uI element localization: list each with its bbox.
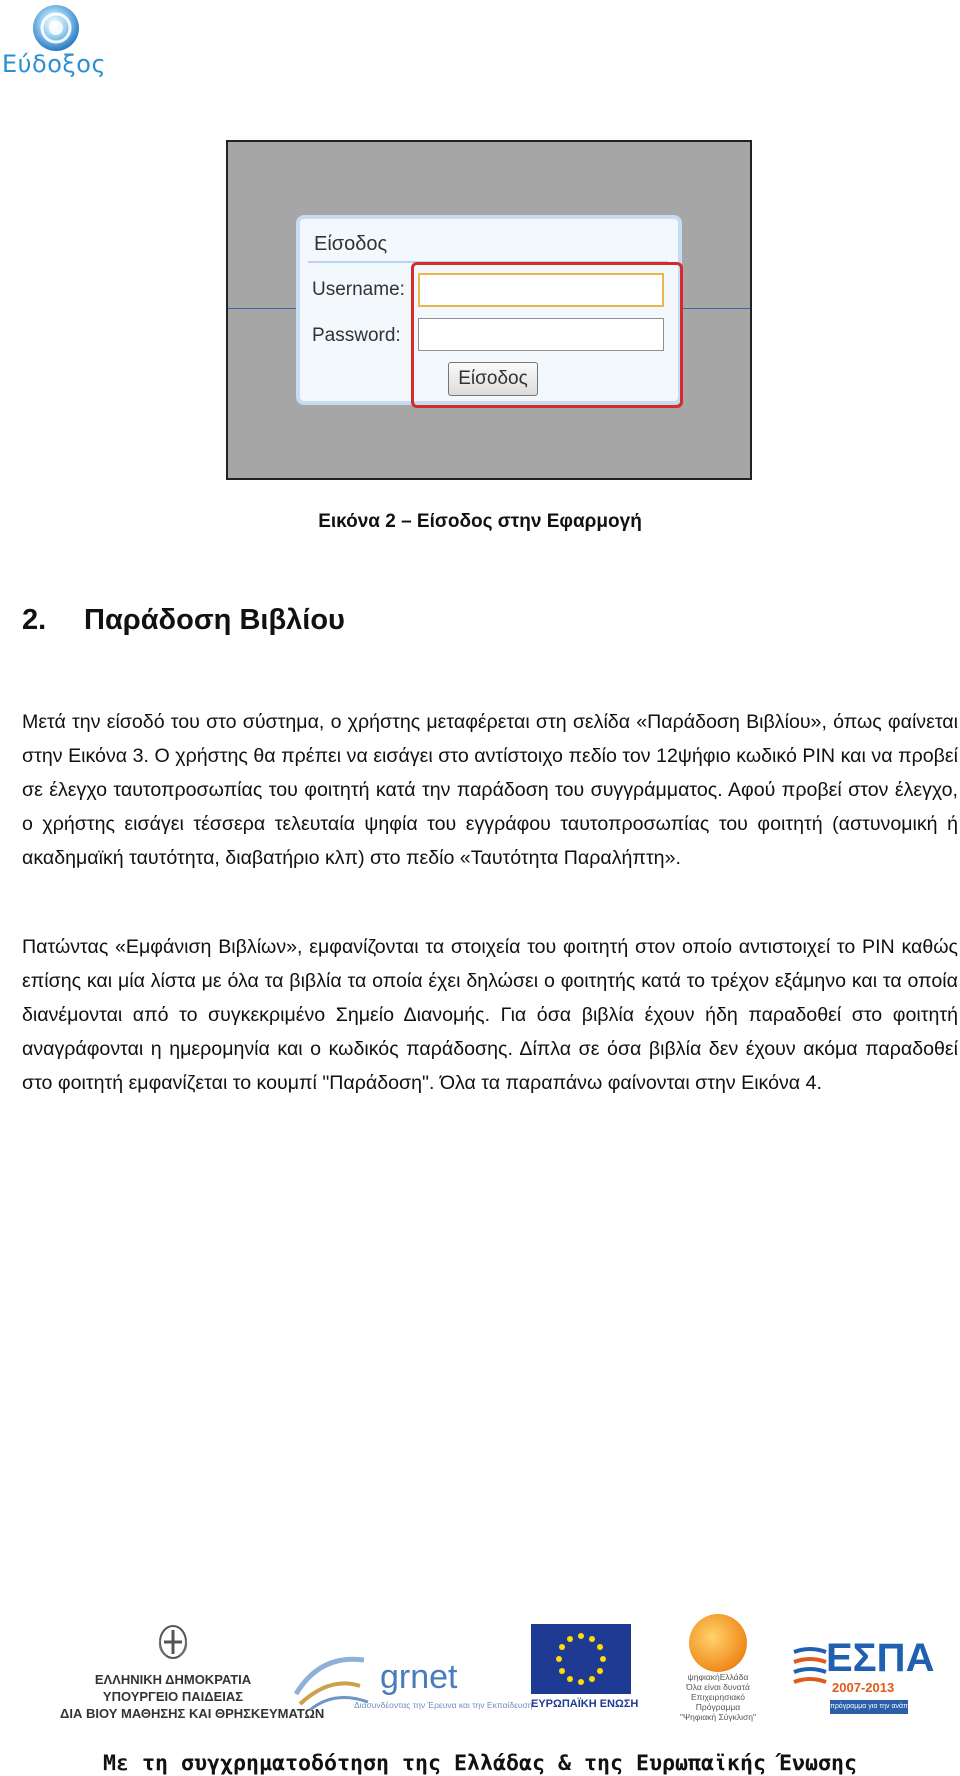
eu-label: ΕΥΡΩΠΑΪΚΗ ΕΝΩΣΗ <box>531 1698 639 1710</box>
cofunding-text: Με τη συγχρηματοδότηση της Ελλάδας & της Ευρωπαϊκής Ένωσης <box>102 1751 858 1776</box>
espa-years: 2007-2013 <box>832 1680 895 1695</box>
espa-title: ΕΣΠΑ <box>826 1636 935 1680</box>
ministry-line-2: ΥΠΟΥΡΓΕΙΟ ΠΑΙΔΕΙΑΣ <box>102 1689 244 1704</box>
section-title: Παράδοση Βιβλίου <box>84 604 345 636</box>
digital-greece-logo <box>668 1614 768 1722</box>
section-number: 2. <box>22 604 47 636</box>
ministry-line-3: ΔΙΑ ΒΙΟΥ ΜΑΘΗΣΗΣ ΚΑΙ ΘΡΗΣΚΕΥΜΑΤΩΝ <box>60 1706 325 1721</box>
espa-logo <box>792 1636 935 1720</box>
digital-greece-icon <box>689 1614 747 1672</box>
figure-caption: Εικόνα 2 – Είσοδος στην Εφαρμογή <box>318 511 642 532</box>
grnet-logo <box>290 1640 533 1730</box>
login-panel <box>296 215 682 405</box>
ministry-line-1: ΕΛΛΗΝΙΚΗ ΔΗΜΟΚΡΑΤΙΑ <box>94 1672 252 1687</box>
espa-stripes-icon <box>792 1642 828 1692</box>
eu-logo <box>531 1624 639 1716</box>
eu-flag-icon <box>531 1624 631 1694</box>
greek-ministry-logo <box>60 1620 325 1721</box>
paragraph-2: Πατώντας «Εμφάνιση Βιβλίων», εμφανίζονται τα στοιχεία του φοιτητή στον οποίο αντιστοιχεί το PIN καθώς επίσης και μία λίστα με όλα τα βιβλία τα οποία έχει δηλώσει ο φοιτητής κατά το τρέχον εξάμηνο και τα οποία διανέμονται από το συγκεκριμένο Σημείο Διανομής. Για όσα βιβλία έχουν ήδη παραδοθεί στο φοιτητή αναγράφονται η ημερομηνία και ο κωδικός παράδοσης. Δίπλα σε όσα βιβλία δεν έχουν ακόμα παραδοθεί στο φοιτητή εμφανίζεται το κουμπί "Παράδοση". Όλα τα παραπάνω φαίνονται στην Εικόνα 4. <box>22 936 958 1094</box>
login-button[interactable]: Είσοδος <box>448 362 538 396</box>
digital-line-2: Όλα είναι δυνατά <box>686 1682 750 1692</box>
eudoxus-globe-icon <box>2 2 104 54</box>
greek-emblem-icon <box>156 1620 190 1660</box>
eu-stars-icon <box>531 1624 631 1694</box>
espa-tagline: πρόγραμμα για την ανάπτυξη <box>830 1700 908 1714</box>
digital-line-1: ψηφιακήΕλλάδα <box>687 1672 749 1682</box>
digital-line-3: Επιχειρησιακό Πρόγραμμα <box>690 1692 746 1712</box>
red-highlight-box <box>411 262 683 408</box>
logo-text: Εύδοξος <box>2 50 107 78</box>
login-screenshot-figure <box>226 140 752 480</box>
grnet-name: grnet <box>380 1658 458 1696</box>
paragraph-1: Μετά την είσοδό του στο σύστημα, ο χρήστης μεταφέρεται στη σελίδα «Παράδοση Βιβλίου», όπως φαίνεται στην Εικόνα 3. Ο χρήστης θα πρέπει να εισάγει στο αντίστοιχο πεδίο τον 12ψήφιο κωδικό PIN και να προβεί σε έλεγχο ταυτοπροσωπίας του φοιτητή κατά την παράδοση του συγγράμματος. Αφού προβεί στον έλεγχο, ο χρήστης εισάγει τέσσερα τελευταία ψηφία του εγγράφου ταυτοπροσωπίας του φοιτητή (αστυνομική ή ακαδημαϊκή ταυτότητα, διαβατήριο κλπ) στο πεδίο «Ταυτότητα Παραλήπτη». <box>22 711 958 869</box>
username-label: Username: <box>312 279 405 300</box>
section-heading <box>22 604 345 637</box>
grnet-tagline: Διασυνδέοντας την Έρευνα και την Εκπαίδευση <box>354 1700 533 1710</box>
digital-line-4: "Ψηφιακή Σύγκλιση" <box>679 1712 757 1722</box>
password-label: Password: <box>312 325 401 346</box>
login-panel-title: Είσοδος <box>314 233 388 255</box>
